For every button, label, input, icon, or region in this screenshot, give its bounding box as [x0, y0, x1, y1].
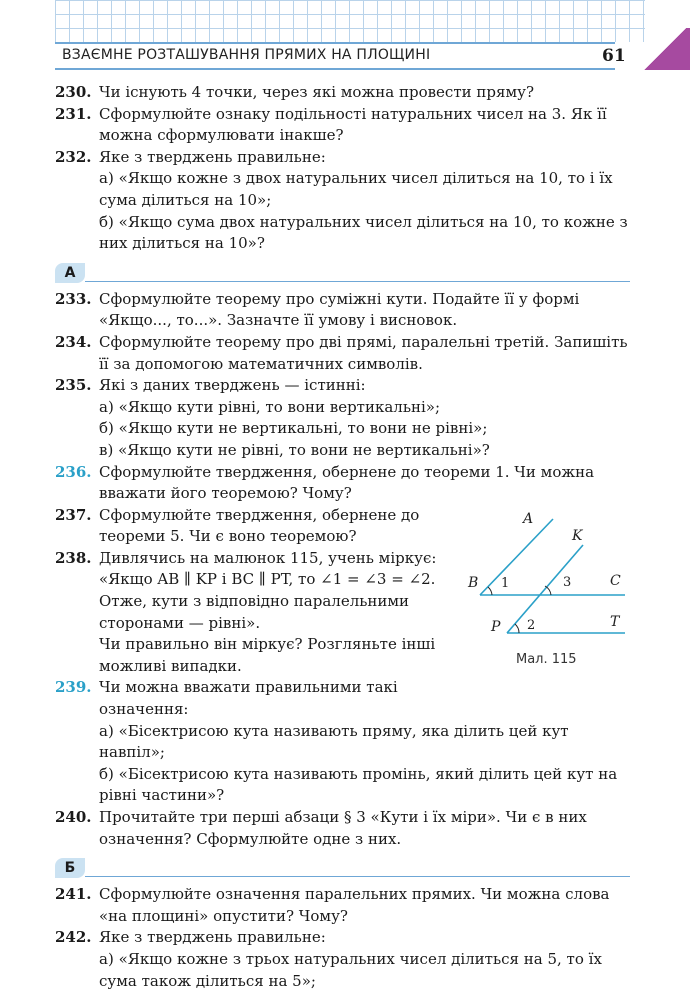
exercise-241: [55, 884, 630, 927]
figure-115-diagram: [465, 505, 635, 675]
exercise-235: [55, 375, 630, 397]
label-p: P: [491, 619, 501, 635]
exercise-number: 241.: [55, 885, 92, 904]
section-b-heading: [55, 856, 630, 880]
exercise-text: Чи можна вважати правильними такі означення:: [99, 678, 398, 719]
exercise-text: Яке з тверджень правильне:: [99, 147, 326, 166]
exercise-number: 238.: [55, 548, 92, 567]
exercise-230: [55, 82, 630, 104]
running-header-title: ВЗАЄМНЕ РОЗТАШУВАННЯ ПРЯМИХ НА ПЛОЩИНІ: [62, 47, 431, 63]
section-badge: Б: [55, 858, 85, 878]
exercise-number: 239.: [55, 678, 92, 697]
exercise-number: 231.: [55, 104, 92, 123]
option-text: б) «Якщо кути не вертикальні, то вони не рівні»;: [99, 419, 488, 438]
exercise-text: Чи існують 4 точки, через які можна провести пряму?: [99, 83, 534, 101]
option-text: в) «Якщо кути не рівні, то вони не вертикальні»?: [99, 440, 490, 459]
exercise-text: Сформулюйте ознаку подільності натуральних чисел на 3. Як її можна сформулювати інакше?: [99, 104, 607, 145]
exercise-number: 240.: [55, 808, 92, 826]
exercise-text: Сформулюйте твердження, обернене до теореми 5. Чи є воно теоремою?: [99, 505, 420, 546]
label-t: T: [610, 614, 620, 630]
option-text: а) «Бісектрисою кута називають пряму, яка ділить цей кут навпіл»;: [99, 721, 569, 762]
exercise-text: Сформулюйте теорему про дві прямі, паралельні третій. Запишіть її за допомогою математичних символів.: [99, 332, 628, 373]
angle-2-label: 2: [527, 618, 536, 633]
exercise-231: [55, 104, 630, 147]
exercise-number: 233.: [55, 289, 92, 308]
section-badge: А: [55, 263, 85, 283]
exercise-232: [55, 147, 630, 169]
exercise-line: «Якщо AB ∥ KP і BC ∥ PT, то ∠1 = ∠3 = ∠2.: [99, 570, 436, 589]
angle-3-label: 3: [563, 575, 572, 590]
exercise-text: Сформулюйте означення паралельних прямих. Чи можна слова «на площині» опустити? Чому?: [99, 885, 610, 925]
exercise-number: 232.: [55, 147, 92, 166]
angle-2-arc: [515, 624, 519, 633]
figure-caption: Мал. 115: [516, 652, 577, 667]
section-rule: [85, 876, 630, 877]
exercise-text: Яке з тверджень правильне:: [99, 928, 326, 947]
exercise-234: [55, 332, 630, 375]
exercise-number: 234.: [55, 332, 92, 351]
section-rule: [85, 281, 630, 282]
label-k: K: [572, 528, 583, 544]
exercise-240: [55, 807, 630, 850]
exercise-line: Дивлячись на малюнок 115, учень міркує:: [99, 548, 437, 567]
label-a: A: [523, 511, 534, 527]
corner-tab-decoration: [640, 28, 690, 70]
exercise-number: 242.: [55, 928, 92, 947]
header-grid-decoration: [55, 0, 645, 42]
option-text: а) «Якщо кожне з трьох натуральних чисел ділиться на 5, то їх сума також ділиться на 5»;: [99, 949, 602, 990]
angle-1-arc: [488, 587, 492, 595]
exercise-text: [99, 548, 455, 678]
exercise-text: Сформулюйте теорему про суміжні кути. Подайте її у формі «Якщо..., то...». Зазначте її умову і висновок.: [99, 289, 580, 330]
exercise-number: 236.: [55, 462, 92, 481]
option-text: а) «Якщо кути рівні, то вони вертикальні»;: [99, 397, 441, 416]
line-pk: [507, 545, 583, 633]
page-number: 61: [602, 46, 626, 66]
exercise-239: [55, 677, 630, 720]
exercise-number: 235.: [55, 376, 92, 395]
header-rule-bottom: [55, 68, 615, 70]
exercise-text: Сформулюйте твердження, обернене до теореми 1. Чи можна вважати його теоремою? Чому?: [99, 462, 595, 503]
exercise-242: [55, 927, 630, 949]
line-ba: [480, 519, 553, 595]
exercise-number: 230.: [55, 83, 92, 101]
option-text: б) «Бісектрисою кута називають промінь, який ділить цей кут на рівні частини»?: [99, 764, 618, 805]
exercise-line: Отже, кути з відповідно паралельними сторонами — рівні».: [99, 592, 410, 632]
label-b: B: [468, 575, 479, 591]
header-rule-top: [55, 42, 615, 44]
exercise-text: Прочитайте три перші абзаци § 3 «Кути і їх міри». Чи є в них означення? Сформулюйте одне з них.: [99, 808, 587, 848]
exercise-text: Які з даних тверджень — істинні:: [99, 376, 366, 395]
label-c: C: [610, 573, 621, 589]
option-text: б) «Якщо сума двох натуральних чисел ділиться на 10, то кожне з них ділиться на 10»?: [99, 212, 628, 253]
exercise-236: [55, 462, 630, 505]
exercise-233: [55, 289, 630, 332]
option-text: а) «Якщо кожне з двох натуральних чисел ділиться на 10, то і їх сума ділиться на 10»;: [99, 169, 613, 209]
exercise-number: 237.: [55, 505, 92, 524]
exercise-line: Чи правильно він міркує? Розгляньте інші можливі випадки.: [99, 635, 436, 675]
angle-1-label: 1: [501, 576, 510, 591]
section-a-heading: [55, 261, 630, 285]
